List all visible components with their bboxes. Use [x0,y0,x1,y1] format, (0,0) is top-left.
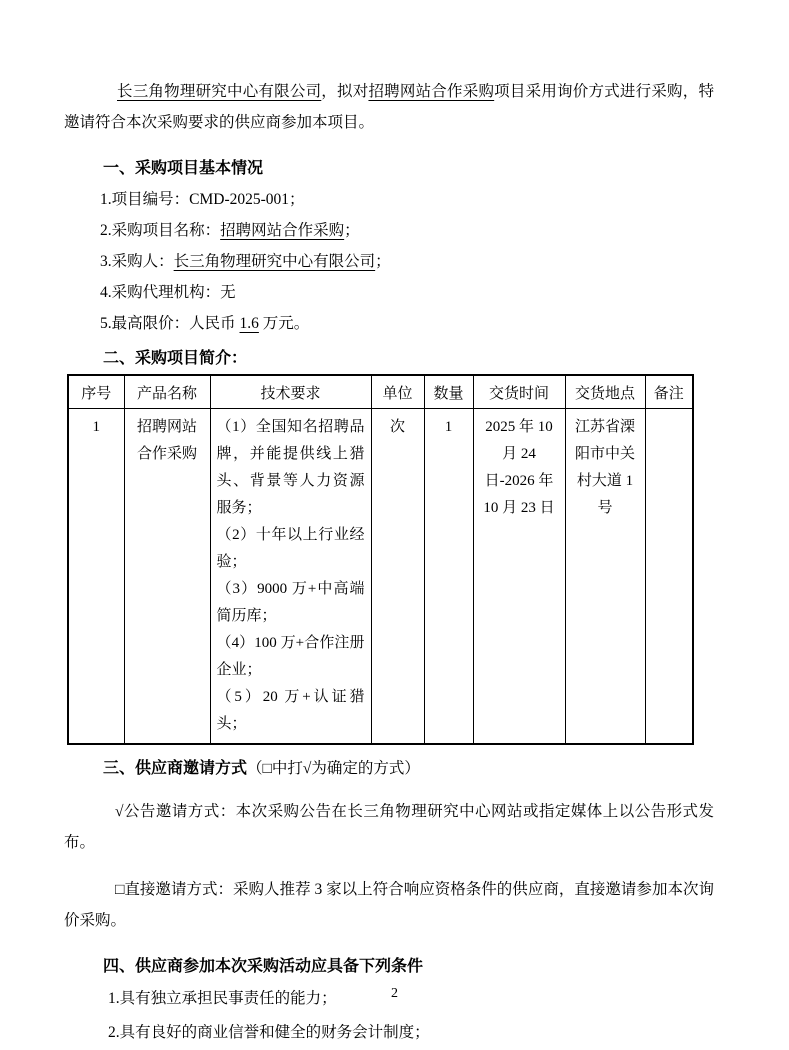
section3-heading [64,753,714,784]
item-project-number-text: 1.项目编号：CMD-2025-001； [100,191,305,208]
item-project-number [64,184,714,215]
intro-rest: 项目采用询价方式进行采购，特邀请符合本次采购要求的供应商参加本项目。 [64,82,714,131]
tech-requirement: （2）十年以上行业经验； [216,527,365,570]
item-project-name [64,215,714,246]
tech-requirement: （1）全国知名招聘品牌，并能提供线上猎头、背景等人力资源服务； [216,419,365,516]
condition-item [64,1016,714,1050]
section4-heading: 四、供应商参加本次采购活动应具备下列条件 [103,958,424,975]
page-number: 2 [391,986,398,1001]
tech-requirement: （3）9000 万+中高端简历库； [216,581,365,624]
item-project-name-value: 招聘网站合作采购 [220,222,345,239]
col-header-delivery-location: 交货地点 [565,375,645,409]
cell-product: 招聘网站合作采购 [124,409,210,745]
item-purchaser-suffix: ； [375,253,391,270]
intro-conjunction: ，拟对 [321,82,369,100]
item-price-limit [64,308,714,339]
cell-quantity: 1 [424,409,473,745]
item-purchaser-value: 长三角物理研究中心有限公司 [173,253,376,270]
option-direct-text: 直接邀请方式：采购人推荐 3 家以上符合响应资格条件的供应商，直接邀请参加本次询价采购。 [64,880,714,929]
col-header-seq: 序号 [68,375,124,409]
col-header-quantity: 数量 [424,375,473,409]
cell-seq: 1 [68,409,124,745]
col-header-unit: 单位 [371,375,424,409]
spec-table-row [68,409,693,745]
col-header-product: 产品名称 [124,375,210,409]
spec-table [67,374,694,745]
cell-delivery-time: 2025 年 10 月 24 日-2026 年 10 月 23 日 [473,409,565,745]
condition-item-text: 2.具有良好的商业信誉和健全的财务会计制度； [108,1024,430,1041]
item-price-limit-value: 1.6 [239,315,259,332]
project-name: 招聘网站合作采购 [368,82,495,100]
cell-unit: 次 [371,409,424,745]
item-agency-text: 4.采购代理机构：无 [100,284,236,301]
item-purchaser [64,246,714,277]
checked-mark: √ [115,803,124,820]
col-header-tech: 技术要求 [210,375,371,409]
tech-requirement: （5）20 万+认证猎头； [216,689,365,732]
intro-paragraph [64,76,714,138]
option-announcement-text: 公告邀请方式：本次采购公告在长三角物理研究中心网站或指定媒体上以公告形式发布。 [64,803,714,851]
item-project-name-suffix: ； [344,222,360,239]
item-project-name-label: 2.采购项目名称： [100,222,221,239]
tech-requirement: （4）100 万+合作注册企业； [216,635,365,678]
spec-table-header-row [68,375,693,409]
item-agency [64,277,714,308]
col-header-remark: 备注 [645,375,693,409]
section3-title: 三、供应商邀请方式 [103,760,248,777]
item-price-limit-suffix: 万元。 [258,315,310,332]
item-purchaser-label: 3.采购人： [100,253,174,270]
section2-heading: 二、采购项目简介： [103,350,248,367]
col-header-delivery-time: 交货时间 [473,375,565,409]
option-direct [64,874,714,936]
option-announcement [64,796,714,858]
cell-delivery-location: 江苏省溧阳市中关村大道 1 号 [565,409,645,745]
section1-heading: 一、采购项目基本情况 [103,160,264,177]
checkbox-mark: □ [115,880,125,898]
condition-item-text: 1.具有独立承担民事责任的能力； [108,990,337,1007]
section3-title-note: （□中打√为确定的方式） [247,760,420,777]
cell-tech-requirements [210,409,371,745]
purchaser-name: 长三角物理研究中心有限公司 [117,82,322,100]
item-price-limit-label: 5.最高限价：人民币 [100,315,240,332]
cell-remark [645,409,693,745]
